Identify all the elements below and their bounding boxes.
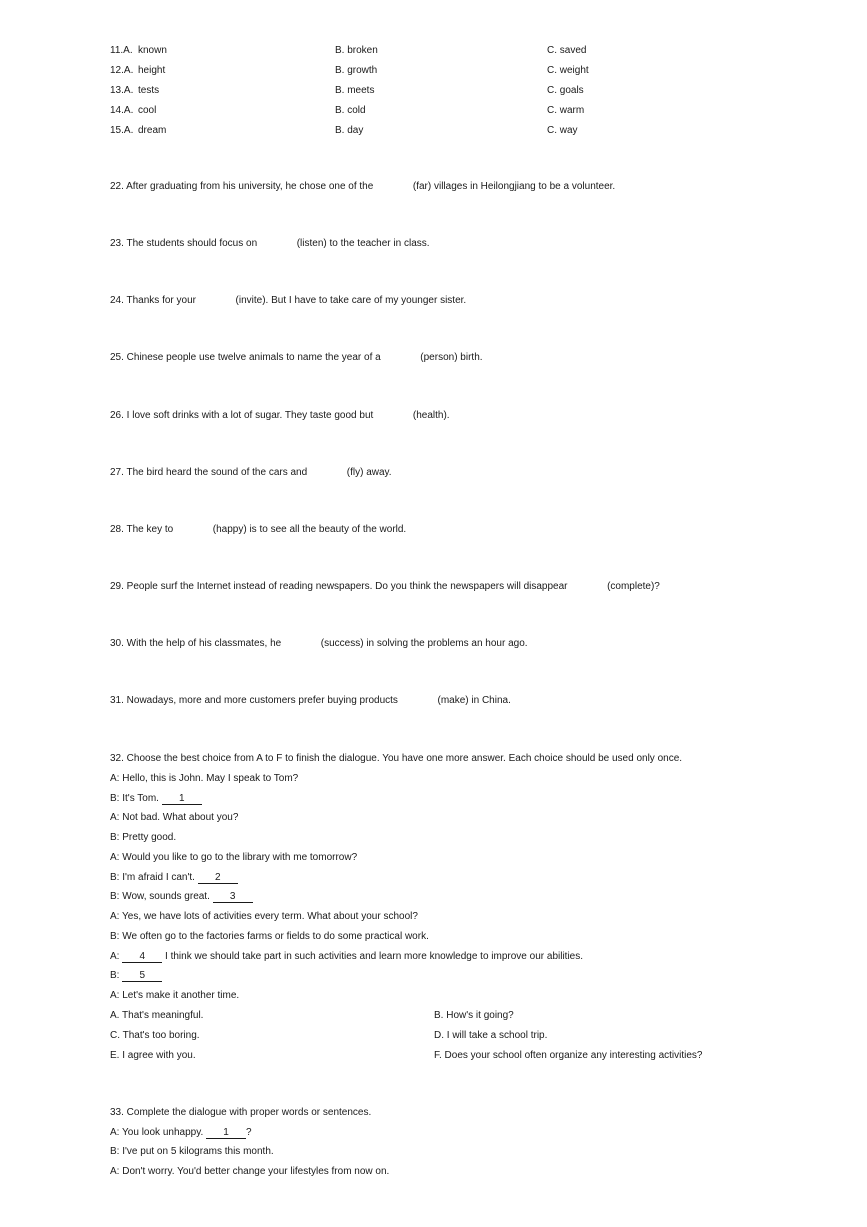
dialogue-line: A: Yes, we have lots of activities every term. What about your school? — [110, 911, 418, 922]
dialogue-line: B: Pretty good. — [110, 832, 177, 843]
question-text: 28. The key to — [110, 524, 174, 535]
question-33-prompt: 33. Complete the dialogue with proper words or sentences. — [110, 1107, 372, 1118]
question-text: 24. Thanks for your — [110, 295, 196, 306]
mcq-option-a: height — [138, 65, 166, 76]
question-hint: (listen) to the teacher in class. — [296, 238, 430, 249]
fill-question-28 — [110, 524, 406, 536]
question-text: 31. Nowadays, more and more customers prefer buying products — [110, 695, 398, 706]
dialogue-blank[interactable]: 1 — [206, 1127, 246, 1139]
question-hint: (person) birth. — [420, 352, 483, 363]
fill-question-22 — [110, 181, 615, 193]
dialogue-text: B: — [110, 970, 120, 981]
mcq-option-a: tests — [138, 85, 160, 96]
question-text: 26. I love soft drinks with a lot of sugar. They taste good but — [110, 410, 374, 421]
choice-option: D. I will take a school trip. — [434, 1030, 548, 1041]
choice-option: C. That's too boring. — [110, 1030, 200, 1041]
mcq-option-a: known — [138, 45, 167, 56]
fill-question-24 — [110, 295, 466, 307]
dialogue-line: A: Let's make it another time. — [110, 990, 240, 1001]
question-text: 23. The students should focus on — [110, 238, 258, 249]
dialogue-text: A: You look unhappy. — [110, 1127, 204, 1138]
mcq-num: 11.A. — [110, 45, 133, 56]
dialogue-blank[interactable]: 2 — [198, 872, 238, 884]
mcq-option-b: B. broken — [335, 45, 378, 56]
dialogue-blank[interactable]: 4 — [122, 951, 162, 963]
fill-question-30 — [110, 638, 528, 650]
choice-option: A. That's meaningful. — [110, 1010, 204, 1021]
fill-question-26 — [110, 410, 450, 422]
dialogue-line — [110, 891, 253, 903]
mcq-option-b: B. meets — [335, 85, 375, 96]
dialogue-blank[interactable]: 5 — [122, 970, 162, 982]
question-text: 29. People surf the Internet instead of reading newspapers. Do you think the newspapers will disappear — [110, 581, 568, 592]
dialogue-text: B: It's Tom. — [110, 793, 159, 804]
question-hint: (complete)? — [607, 581, 660, 592]
question-text: 22. After graduating from his university, he chose one of the — [110, 181, 374, 192]
dialogue-line — [110, 872, 238, 884]
dialogue-line: B: I've put on 5 kilograms this month. — [110, 1146, 274, 1157]
question-hint: (far) villages in Heilongjiang to be a volunteer. — [412, 181, 616, 192]
fill-question-29 — [110, 581, 660, 593]
mcq-option-c: C. way — [547, 125, 578, 136]
choice-option: F. Does your school often organize any interesting activities? — [434, 1050, 703, 1061]
dialogue-text: B: Wow, sounds great. — [110, 891, 210, 902]
fill-question-31 — [110, 695, 511, 707]
question-hint: (make) in China. — [437, 695, 511, 706]
question-32-prompt: 32. Choose the best choice from A to F to finish the dialogue. You have one more answer. Each choice should be used only once. — [110, 753, 683, 764]
mcq-num: 13.A. — [110, 85, 134, 96]
question-text: 30. With the help of his classmates, he — [110, 638, 282, 649]
mcq-option-c: C. saved — [547, 45, 587, 56]
question-hint: (fly) away. — [346, 467, 392, 478]
dialogue-blank[interactable]: 3 — [213, 891, 253, 903]
fill-question-27 — [110, 467, 392, 479]
question-hint: (success) in solving the problems an hour ago. — [320, 638, 528, 649]
question-hint: (invite). But I have to take care of my younger sister. — [235, 295, 467, 306]
question-hint: (happy) is to see all the beauty of the world. — [212, 524, 407, 535]
mcq-num: 12.A. — [110, 65, 134, 76]
dialogue-text: A: — [110, 951, 120, 962]
question-hint: (health). — [412, 410, 450, 421]
dialogue-text: B: I'm afraid I can't. — [110, 872, 195, 883]
dialogue-line: B: We often go to the factories farms or fields to do some practical work. — [110, 931, 429, 942]
mcq-num: 14.A. — [110, 105, 134, 116]
dialogue-line: A: Hello, this is John. May I speak to Tom? — [110, 773, 299, 784]
dialogue-text: I think we should take part in such activities and learn more knowledge to improve our abilities. — [165, 951, 584, 962]
mcq-option-a: dream — [138, 125, 167, 136]
dialogue-blank[interactable]: 1 — [162, 793, 202, 805]
mcq-option-c: C. weight — [547, 65, 589, 76]
dialogue-line — [110, 1127, 252, 1139]
mcq-option-c: C. warm — [547, 105, 585, 116]
dialogue-line: A: Would you like to go to the library with me tomorrow? — [110, 852, 358, 863]
question-text: 27. The bird heard the sound of the cars and — [110, 467, 308, 478]
mcq-option-c: C. goals — [547, 85, 584, 96]
dialogue-line — [110, 951, 583, 963]
dialogue-line — [110, 793, 202, 805]
fill-question-23 — [110, 238, 430, 250]
dialogue-text: ? — [246, 1127, 252, 1138]
mcq-option-a: cool — [138, 105, 157, 116]
dialogue-line: A: Not bad. What about you? — [110, 812, 239, 823]
question-text: 25. Chinese people use twelve animals to name the year of a — [110, 352, 381, 363]
choice-option: E. I agree with you. — [110, 1050, 196, 1061]
mcq-num: 15.A. — [110, 125, 134, 136]
mcq-option-b: B. cold — [335, 105, 366, 116]
fill-question-25 — [110, 352, 483, 364]
mcq-option-b: B. growth — [335, 65, 378, 76]
choice-option: B. How's it going? — [434, 1010, 514, 1021]
dialogue-line: A: Don't worry. You'd better change your lifestyles from now on. — [110, 1166, 390, 1177]
dialogue-line — [110, 970, 162, 982]
mcq-option-b: B. day — [335, 125, 364, 136]
